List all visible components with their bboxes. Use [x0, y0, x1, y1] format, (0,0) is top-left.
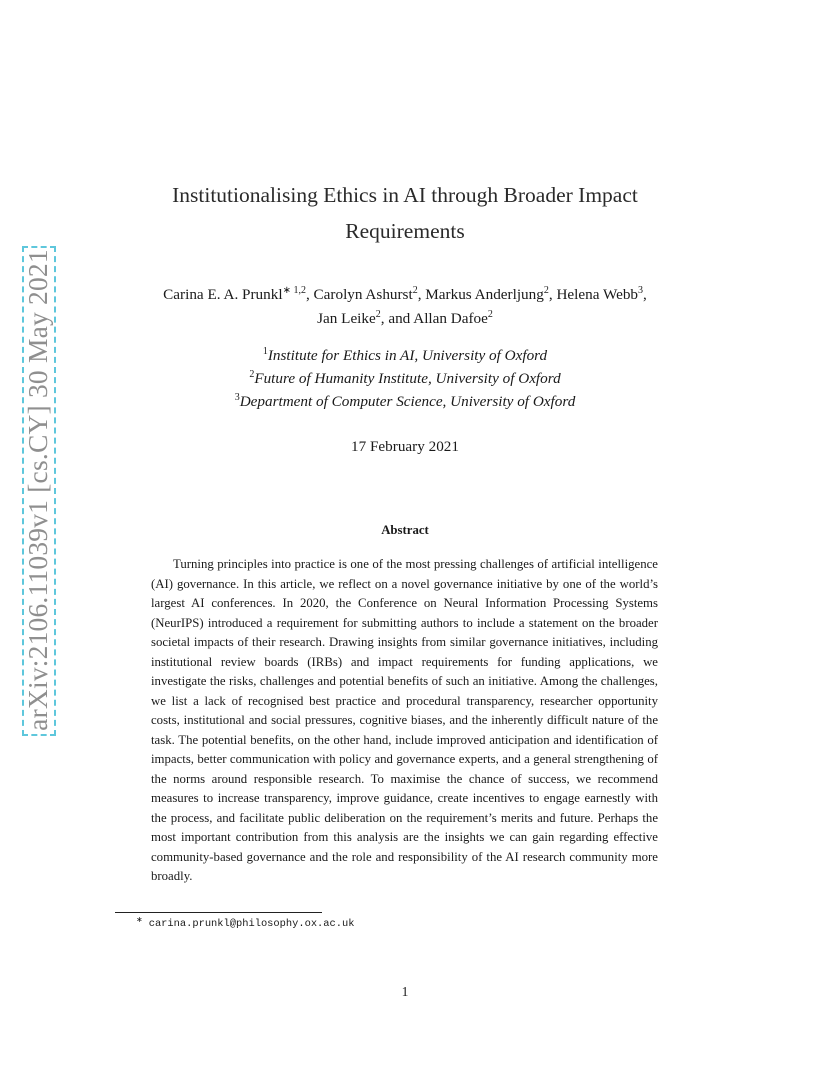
footnote-mark: ∗ [136, 915, 143, 924]
author-separator: , [548, 286, 557, 303]
author-name: Carolyn Ashurst [313, 286, 413, 303]
affiliation-list [100, 344, 710, 413]
affiliation-text: Department of Computer Science, University of Oxford [239, 393, 576, 410]
author-name: Helena Webb [556, 286, 639, 303]
affiliation-number: 2 [249, 369, 255, 380]
author-affiliation-mark: 2 [543, 285, 549, 296]
author-name: Jan Leike [317, 310, 376, 327]
abstract-body: Turning principles into practice is one of the most pressing challenges of artificial intelligence (AI) governance. In this article, we reflect on a novel governance initiative by one of the world’s largest AI conferences. In 2020, the Conference on Neural Information Processing Systems (NeurIPS) introduced a requirement for submitting authors to include a statement on the broader societal impacts of their research. Drawing insights from similar governance initiatives, including institutional review boards (IRBs) and impact requirements for funding applications, we investigate the risks, challenges and potential benefits of such an initiative. Among the challenges, we list a lack of recognised best practice and procedural transparency, researcher opportunity costs, institutional and social pressures, cognitive biases, and the inherently difficult nature of the task. The potential benefits, on the other hand, include improved anticipation and identification of impacts, better communication with policy and governance experts, and a general strengthening of the norms around responsible research. To maximise the chance of success, we recommend measures to increase transparency, improve guidance, create incentives to engage earnestly with the process, and facilitate public deliberation on the requirement’s merits and future. Perhaps the most important contribution from this analysis are the insights we can gain regarding effective community-based governance and the role and responsibility of the AI research community more broadly. [151, 557, 658, 883]
affiliation-number: 3 [234, 392, 240, 403]
author-affiliation-mark: ∗ 1,2 [282, 285, 306, 296]
page-number: 1 [401, 984, 409, 999]
footnote [136, 915, 354, 930]
affiliation-number: 1 [262, 346, 268, 357]
affiliation [100, 367, 710, 390]
author-separator: , and [380, 310, 414, 327]
paper-title [100, 177, 710, 249]
affiliation-text: Institute for Ethics in AI, University of Oxford [267, 347, 548, 364]
publication-date: 17 February 2021 [351, 438, 459, 455]
author-line [100, 283, 710, 307]
author-separator: , [643, 286, 647, 303]
title-line: Requirements [345, 219, 465, 243]
author-list [100, 283, 710, 331]
arxiv-identifier[interactable]: arXiv:2106.11039v1 [cs.CY] 30 May 2021 [22, 249, 53, 731]
affiliation-text: Future of Humanity Institute, University of Oxford [254, 370, 561, 387]
author-line [100, 307, 710, 331]
author-name: Allan Dafoe [413, 310, 488, 327]
footnote-divider [115, 912, 322, 913]
affiliation [100, 390, 710, 413]
author-name: Markus Anderljung [425, 286, 544, 303]
author-affiliation-mark: 3 [638, 285, 644, 296]
abstract-heading: Abstract [381, 523, 429, 537]
title-line: Institutionalising Ethics in AI through Broader Impact [172, 183, 638, 207]
author-separator: , [417, 286, 426, 303]
author-separator: , [305, 286, 314, 303]
affiliation [100, 344, 710, 367]
author-affiliation-mark: 2 [487, 309, 493, 320]
author-affiliation-mark: 2 [375, 309, 381, 320]
author-affiliation-mark: 2 [412, 285, 418, 296]
author-name: Carina E. A. Prunkl [163, 286, 283, 303]
author-email-link[interactable]: carina.prunkl@philosophy.ox.ac.uk [148, 918, 355, 930]
